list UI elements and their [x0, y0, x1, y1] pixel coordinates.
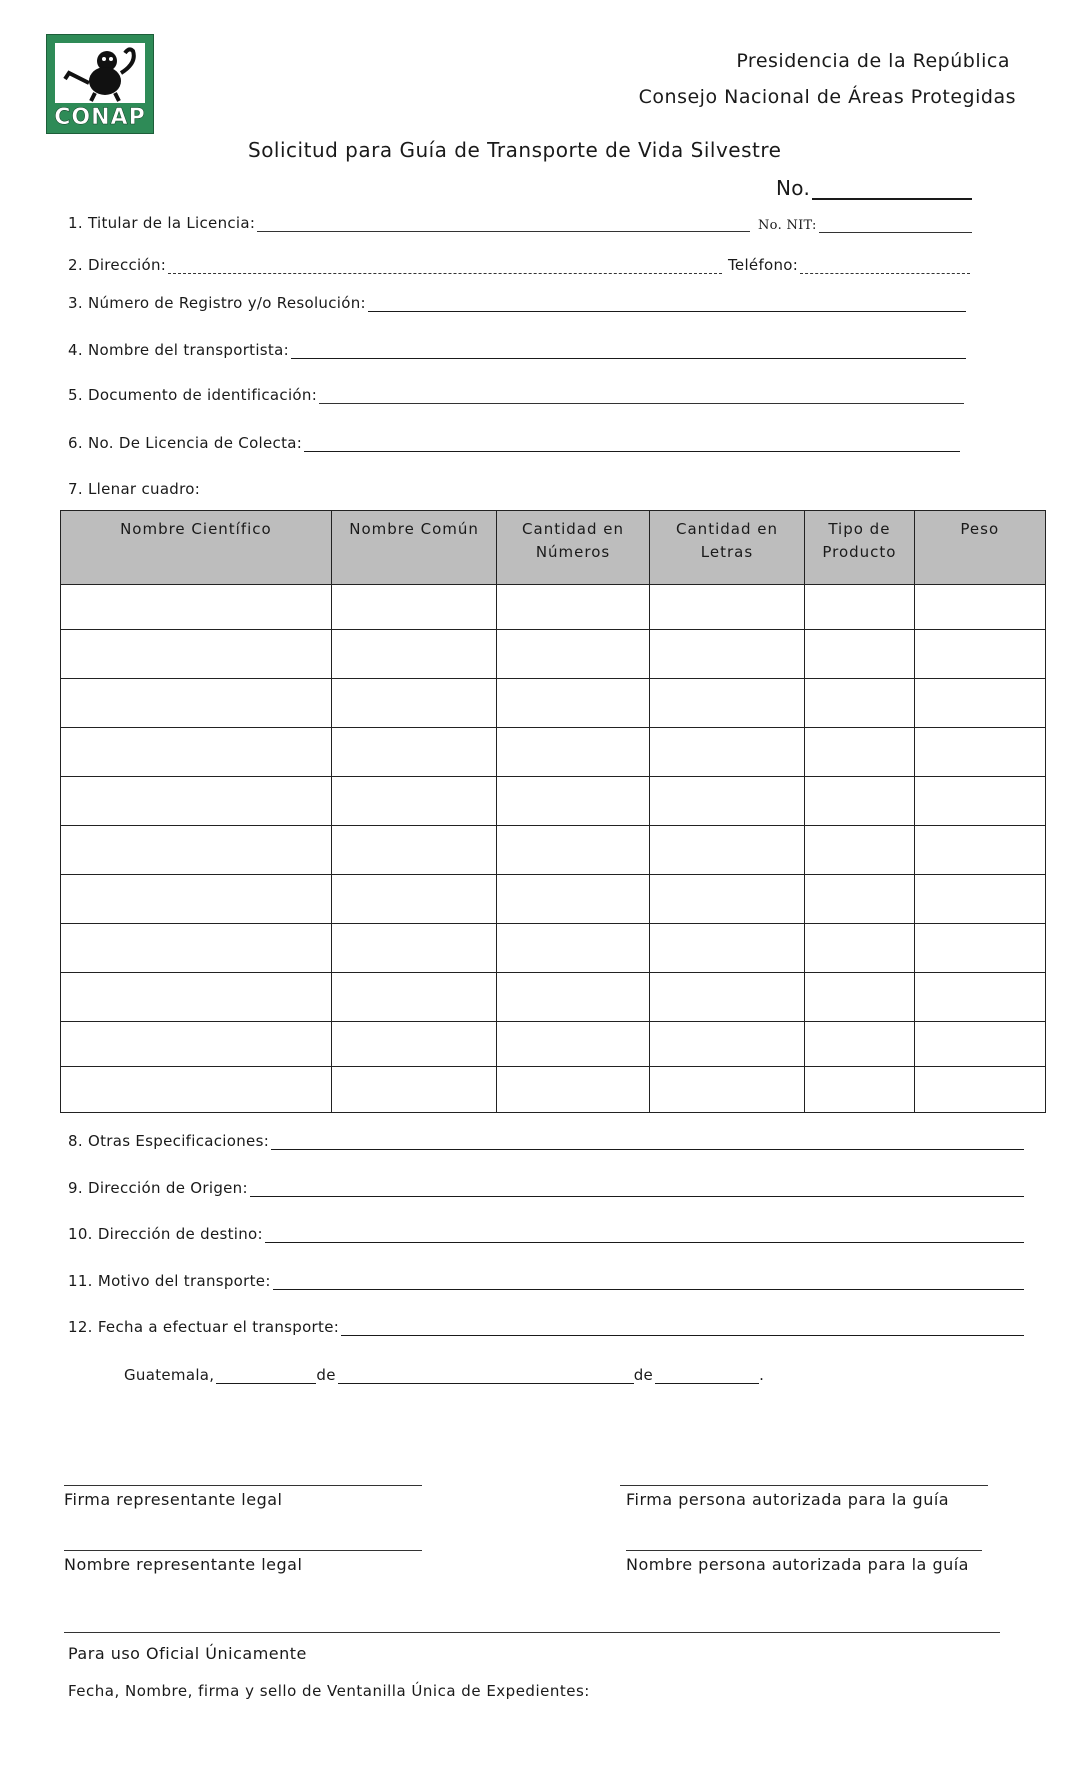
table-cell[interactable] — [914, 630, 1045, 679]
table-cell[interactable] — [914, 826, 1045, 875]
page-title: Solicitud para Guía de Transporte de Vida Silvestre — [248, 138, 782, 162]
table-cell[interactable] — [331, 973, 497, 1022]
table-cell[interactable] — [649, 826, 804, 875]
table-cell[interactable] — [914, 585, 1045, 630]
table-cell[interactable] — [331, 875, 497, 924]
table-cell[interactable] — [497, 585, 649, 630]
field-motivo[interactable] — [68, 1272, 1024, 1290]
table-cell[interactable] — [331, 630, 497, 679]
table-row — [61, 777, 1046, 826]
conap-logo — [46, 34, 154, 134]
field-titular[interactable] — [68, 214, 750, 232]
table-cell[interactable] — [805, 973, 914, 1022]
field-titular-label: 1. Titular de la Licencia: — [68, 214, 256, 232]
field-telefono-label: Teléfono: — [728, 256, 799, 274]
table-cell[interactable] — [914, 1022, 1045, 1067]
signature-line-left-1[interactable] — [64, 1485, 422, 1486]
table-cell[interactable] — [61, 924, 332, 973]
table-cell[interactable] — [497, 630, 649, 679]
field-fecha-transporte[interactable] — [68, 1318, 1024, 1336]
date-day-blank[interactable] — [216, 1367, 316, 1384]
table-row — [61, 1022, 1046, 1067]
table-cell[interactable] — [331, 1067, 497, 1113]
table-cell[interactable] — [914, 973, 1045, 1022]
number-field[interactable] — [776, 176, 972, 200]
field-motivo-label: 11. Motivo del transporte: — [68, 1272, 271, 1290]
table-cell[interactable] — [649, 728, 804, 777]
table-cell[interactable] — [331, 728, 497, 777]
table-cell[interactable] — [331, 1022, 497, 1067]
table-row — [61, 728, 1046, 777]
field-direccion[interactable] — [68, 256, 722, 274]
signature-line-right-1[interactable] — [620, 1485, 988, 1486]
field-transportista-label: 4. Nombre del transportista: — [68, 341, 289, 359]
signature-label-right-2: Nombre persona autorizada para la guía — [626, 1555, 969, 1574]
field-fecha-label: 12. Fecha a efectuar el transporte: — [68, 1318, 340, 1336]
field-otras-especificaciones[interactable] — [68, 1132, 1024, 1150]
table-header-row — [61, 511, 1046, 585]
field-direccion-destino[interactable] — [68, 1225, 1024, 1243]
species-table — [60, 510, 1046, 1113]
table-cell[interactable] — [649, 1067, 804, 1113]
table-cell[interactable] — [61, 826, 332, 875]
table-cell[interactable] — [331, 826, 497, 875]
field-destino-label: 10. Dirección de destino: — [68, 1225, 263, 1243]
table-cell[interactable] — [61, 728, 332, 777]
field-otras-label: 8. Otras Especificaciones: — [68, 1132, 270, 1150]
field-licencia-colecta[interactable] — [68, 434, 960, 452]
table-cell[interactable] — [914, 875, 1045, 924]
signature-label-right-1: Firma persona autorizada para la guía — [626, 1490, 950, 1509]
field-cuadro-label: 7. Llenar cuadro: — [68, 480, 201, 498]
table-cell[interactable] — [805, 679, 914, 728]
date-de-1: de — [316, 1366, 336, 1384]
table-cell[interactable] — [649, 875, 804, 924]
table-row — [61, 875, 1046, 924]
signature-label-left-1: Firma representante legal — [64, 1490, 283, 1509]
table-cell[interactable] — [61, 630, 332, 679]
table-cell[interactable] — [805, 1067, 914, 1113]
table-cell[interactable] — [649, 630, 804, 679]
table-cell[interactable] — [331, 924, 497, 973]
table-cell[interactable] — [61, 1067, 332, 1113]
table-cell[interactable] — [914, 777, 1045, 826]
table-cell[interactable] — [497, 875, 649, 924]
table-cell[interactable] — [331, 679, 497, 728]
col-cantidad-numeros: Cantidad en Números — [497, 511, 649, 585]
date-end: . — [759, 1366, 765, 1384]
table-cell[interactable] — [497, 728, 649, 777]
field-origen-label: 9. Dirección de Origen: — [68, 1179, 248, 1197]
field-licencia-colecta-label: 6. No. De Licencia de Colecta: — [68, 434, 303, 452]
table-cell[interactable] — [805, 826, 914, 875]
field-registro[interactable] — [68, 294, 966, 312]
table-cell[interactable] — [497, 973, 649, 1022]
table-cell[interactable] — [649, 924, 804, 973]
monkey-emblem-icon — [55, 43, 145, 103]
table-cell[interactable] — [61, 1022, 332, 1067]
table-cell[interactable] — [61, 973, 332, 1022]
table-cell[interactable] — [61, 777, 332, 826]
col-cantidad-letras: Cantidad en Letras — [649, 511, 804, 585]
table-cell[interactable] — [61, 585, 332, 630]
table-row — [61, 585, 1046, 630]
number-label: No. — [776, 176, 811, 200]
official-use-label: Para uso Oficial Únicamente — [68, 1644, 307, 1663]
date-de-2: de — [633, 1366, 654, 1384]
table-cell[interactable] — [914, 679, 1045, 728]
date-year-blank[interactable] — [655, 1367, 759, 1384]
table-cell[interactable] — [649, 679, 804, 728]
field-nit-label: No. NIT: — [758, 218, 817, 233]
table-row — [61, 826, 1046, 875]
field-nit[interactable] — [758, 216, 972, 233]
table-cell[interactable] — [61, 679, 332, 728]
col-peso: Peso — [914, 511, 1045, 585]
footer-divider — [64, 1632, 1000, 1633]
date-month-blank[interactable] — [338, 1367, 634, 1384]
table-cell[interactable] — [805, 875, 914, 924]
table-cell[interactable] — [805, 630, 914, 679]
signature-line-left-2[interactable] — [64, 1550, 422, 1551]
table-cell[interactable] — [497, 826, 649, 875]
logo-wordmark: CONAP — [54, 105, 146, 130]
table-cell[interactable] — [497, 1022, 649, 1067]
table-cell[interactable] — [331, 585, 497, 630]
table-cell[interactable] — [805, 585, 914, 630]
header-presidencia: Presidencia de la República — [736, 50, 1010, 72]
ventanilla-label: Fecha, Nombre, firma y sello de Ventanilla Única de Expedientes: — [68, 1682, 590, 1700]
table-cell[interactable] — [497, 1067, 649, 1113]
table-row — [61, 973, 1046, 1022]
date-city: Guatemala, — [124, 1366, 215, 1384]
field-direccion-label: 2. Dirección: — [68, 256, 167, 274]
field-registro-label: 3. Número de Registro y/o Resolución: — [68, 294, 366, 312]
date-line[interactable] — [124, 1366, 774, 1384]
table-cell[interactable] — [649, 973, 804, 1022]
table-row — [61, 630, 1046, 679]
col-nombre-cientifico: Nombre Científico — [61, 511, 332, 585]
table-cell[interactable] — [61, 875, 332, 924]
table-cell[interactable] — [805, 924, 914, 973]
field-telefono[interactable] — [728, 256, 970, 274]
table-cell[interactable] — [497, 777, 649, 826]
field-transportista[interactable] — [68, 341, 966, 359]
table-cell[interactable] — [914, 1067, 1045, 1113]
table-cell[interactable] — [914, 728, 1045, 777]
table-cell[interactable] — [649, 585, 804, 630]
table-cell[interactable] — [497, 924, 649, 973]
table-cell[interactable] — [914, 924, 1045, 973]
table-cell[interactable] — [805, 777, 914, 826]
signature-line-right-2[interactable] — [626, 1550, 982, 1551]
table-row — [61, 679, 1046, 728]
table-row — [61, 924, 1046, 973]
table-cell[interactable] — [649, 1022, 804, 1067]
table-cell[interactable] — [649, 777, 804, 826]
table-cell[interactable] — [805, 1022, 914, 1067]
table-cell[interactable] — [497, 679, 649, 728]
field-documento-label: 5. Documento de identificación: — [68, 386, 318, 404]
table-cell[interactable] — [331, 777, 497, 826]
signature-label-left-2: Nombre representante legal — [64, 1555, 303, 1574]
table-row — [61, 1067, 1046, 1113]
col-tipo-producto: Tipo de Producto — [805, 511, 914, 585]
col-nombre-comun: Nombre Común — [331, 511, 497, 585]
header-conap: Consejo Nacional de Áreas Protegidas — [638, 86, 1016, 108]
field-documento[interactable] — [68, 386, 964, 404]
table-cell[interactable] — [805, 728, 914, 777]
field-direccion-origen[interactable] — [68, 1179, 1024, 1197]
